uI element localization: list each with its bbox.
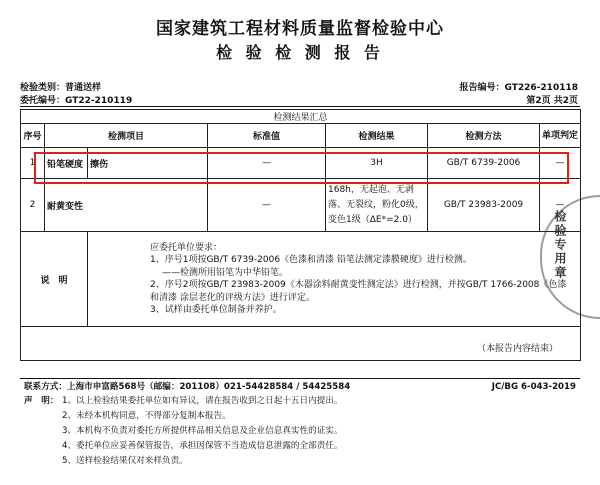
declarations [62, 394, 342, 469]
header-standard: 标准值 [208, 124, 326, 148]
row2-item: 耐黄变性 [45, 179, 208, 232]
row1-item-sub: 擦伤 [88, 148, 208, 179]
header-item: 检测项目 [45, 124, 208, 148]
row1-judgement: — [540, 148, 581, 179]
row2-standard: — [208, 179, 326, 232]
row2-method: GB/T 23983-2009 [428, 179, 540, 232]
table-caption: 检测结果汇总 [21, 110, 581, 124]
remark-line: ——检测所用铅笔为中华铅笔。 [162, 267, 289, 278]
declaration-line: 1、以上检验结果委托单位如有异议，请在报告收到之日起十五日内提出。 [62, 396, 343, 406]
results-table [20, 109, 581, 361]
row1-method: GB/T 6739-2006 [428, 148, 540, 179]
contact-info: 联系方式：上海市申富路568号（邮编：201108）021-54428584 / 54425584 [24, 382, 351, 392]
document-code: JC/BG 6-043-2019 [491, 382, 576, 392]
row2-seq: 2 [21, 179, 45, 232]
row1-item-main: 铅笔硬度 [45, 148, 88, 179]
remark-line: 2、序号2项按GB/T 23983-2009《木器涂料耐黄变性测定法》进行检测，并按GB/T 1766-2008《色漆和清漆 涂层老化的评级方法》进行评定。 [150, 280, 567, 303]
remark-line: 1、序号1项按GB/T 6739-2006《色漆和清漆 铅笔法测定漆膜硬度》进行检测。 [150, 255, 472, 265]
page-indicator: 第2页 共2页 [526, 96, 578, 106]
client-number: 委托编号：GT22-210119 [20, 96, 133, 106]
end-note: （本报告内容结束） [21, 327, 581, 361]
org-title: 国家建筑工程材料质量监督检验中心 [156, 19, 444, 39]
remark-line: 3、试样由委托单位制备并养护。 [150, 305, 282, 315]
header-judgement: 单项判定 [540, 124, 581, 148]
declaration-label: 声 明： [24, 396, 59, 406]
table-row [21, 179, 581, 232]
declaration-line: 2、未经本机构同意，不得部分复制本报告。 [62, 411, 231, 421]
header-seq: 序号 [21, 124, 45, 148]
declaration-line: 3、本机构不负责对委托方所提供样品相关信息及企业信息真实性的证实。 [62, 426, 343, 436]
test-category: 检验类别：普通送样 [20, 83, 102, 93]
row1-result: 3H [326, 148, 428, 179]
row1-standard: — [208, 148, 326, 179]
header-method: 检测方法 [428, 124, 540, 148]
declaration-line: 4、委托单位应妥善保管报告，承担因保管不当造成信息泄露的全部责任。 [62, 441, 343, 451]
row1-seq: 1 [21, 148, 45, 179]
stamp-text: 检验专用章 [553, 210, 567, 280]
row2-judgement: — [540, 179, 581, 232]
header-result: 检测结果 [326, 124, 428, 148]
report-title: 检 验 检 测 报 告 [216, 43, 384, 62]
row2-result: 168h，无起泡、无剥落、无裂纹，粉化0级，变色1级（ΔE*=2.0） [326, 179, 428, 232]
report-number: 报告编号：GT226-210118 [459, 83, 578, 93]
remarks-cell [88, 232, 581, 327]
declaration-line: 5、送样检验结果仅对来样负责。 [62, 456, 188, 466]
remark-line: 应委托单位要求： [150, 242, 223, 253]
header-rule [20, 106, 580, 107]
highlight-box [34, 152, 569, 184]
remarks-label: 说 明 [21, 232, 88, 327]
